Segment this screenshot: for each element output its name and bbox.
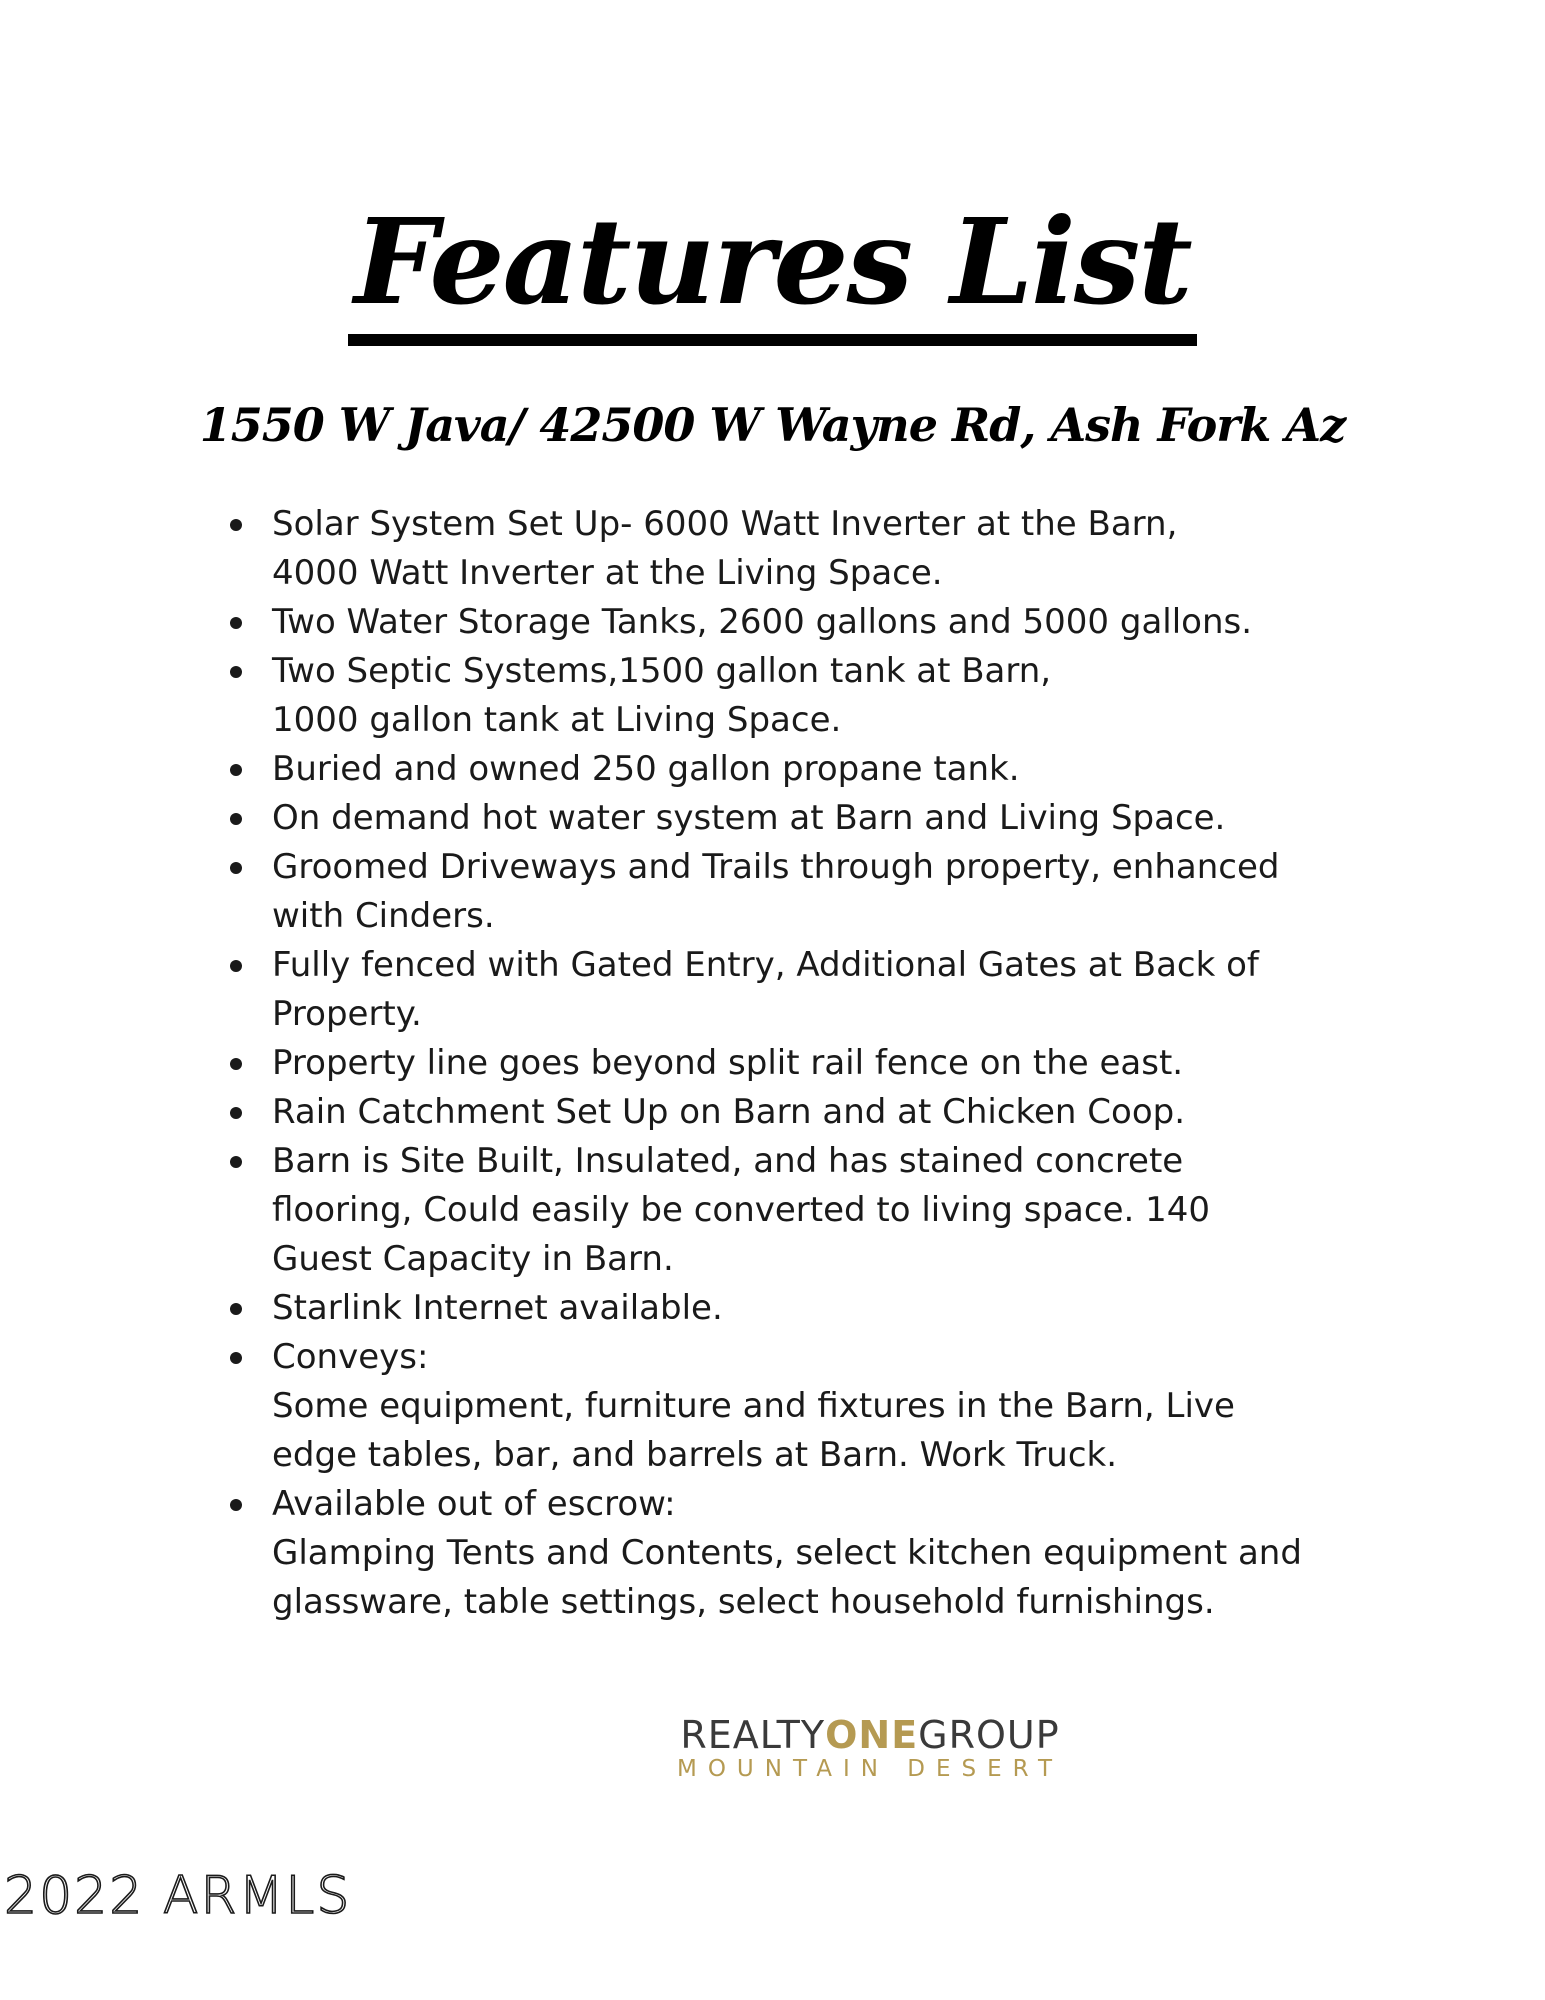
feature-item bbox=[230, 1284, 1370, 1333]
feature-text-line: Solar System Set Up- 6000 Watt Inverter at the Barn, bbox=[272, 504, 1178, 544]
feature-text-line: 4000 Watt Inverter at the Living Space. bbox=[272, 553, 943, 593]
feature-item bbox=[230, 843, 1370, 941]
bullet-icon bbox=[230, 519, 242, 531]
feature-text-line: Barn is Site Built, Insulated, and has stained concrete bbox=[272, 1141, 1184, 1181]
feature-text-line: Two Water Storage Tanks, 2600 gallons and 5000 gallons. bbox=[272, 602, 1253, 642]
feature-text-line: Buried and owned 250 gallon propane tank. bbox=[272, 749, 1020, 789]
bullet-icon bbox=[230, 1303, 242, 1315]
feature-item bbox=[230, 1039, 1370, 1088]
feature-item bbox=[230, 647, 1370, 745]
feature-item bbox=[230, 1480, 1370, 1627]
bullet-icon bbox=[230, 1107, 242, 1119]
bullet-icon bbox=[230, 1156, 242, 1168]
feature-item bbox=[230, 1137, 1370, 1284]
page-title: Features List bbox=[348, 200, 1197, 346]
feature-text-line: Property line goes beyond split rail fence on the east. bbox=[272, 1043, 1184, 1083]
feature-item bbox=[230, 794, 1370, 843]
feature-text-line: edge tables, bar, and barrels at Barn. Work Truck. bbox=[272, 1435, 1118, 1475]
feature-text-line: Conveys: bbox=[272, 1337, 429, 1377]
logo-word-one: ONE bbox=[825, 1713, 919, 1757]
feature-text-line: On demand hot water system at Barn and Living Space. bbox=[272, 798, 1226, 838]
feature-text-line: Starlink Internet available. bbox=[272, 1288, 723, 1328]
feature-text-line: Some equipment, furniture and fixtures in the Barn, Live bbox=[272, 1386, 1235, 1426]
feature-text-line: 1000 gallon tank at Living Space. bbox=[272, 700, 842, 740]
feature-text-line: Property. bbox=[272, 994, 422, 1034]
bullet-icon bbox=[230, 960, 242, 972]
bullet-icon bbox=[230, 813, 242, 825]
copyright-watermark: 2022 ARMLS bbox=[4, 1866, 352, 1926]
title-wrapper bbox=[0, 192, 1545, 346]
feature-item bbox=[230, 1088, 1370, 1137]
feature-text-line: Fully fenced with Gated Entry, Additional Gates at Back of bbox=[272, 945, 1259, 985]
bullet-icon bbox=[230, 1352, 242, 1364]
feature-text-line: Rain Catchment Set Up on Barn and at Chicken Coop. bbox=[272, 1092, 1186, 1132]
feature-item bbox=[230, 598, 1370, 647]
bullet-icon bbox=[230, 764, 242, 776]
bullet-icon bbox=[230, 862, 242, 874]
logo-word-group: GROUP bbox=[918, 1713, 1060, 1757]
feature-text-line: glassware, table settings, select household furnishings. bbox=[272, 1582, 1215, 1622]
realty-one-group-logo bbox=[620, 1715, 1120, 1782]
logo-tagline: MOUNTAIN DESERT bbox=[676, 1755, 1063, 1782]
bullet-icon bbox=[230, 617, 242, 629]
feature-text-line: Guest Capacity in Barn. bbox=[272, 1239, 674, 1279]
feature-item bbox=[230, 745, 1370, 794]
features-list bbox=[230, 500, 1370, 1627]
feature-text-line: Glamping Tents and Contents, select kitchen equipment and bbox=[272, 1533, 1302, 1573]
feature-item bbox=[230, 941, 1370, 1039]
feature-text-line: Available out of escrow: bbox=[272, 1484, 676, 1524]
feature-item bbox=[230, 500, 1370, 598]
bullet-icon bbox=[230, 1058, 242, 1070]
property-address: 1550 W Java/ 42500 W Wayne Rd, Ash Fork Az bbox=[199, 398, 1346, 452]
feature-text-line: flooring, Could easily be converted to living space. 140 bbox=[272, 1190, 1211, 1230]
feature-text-line: with Cinders. bbox=[272, 896, 495, 936]
bullet-icon bbox=[230, 1499, 242, 1511]
logo-word-realty: REALTY bbox=[680, 1713, 826, 1757]
feature-text-line: Two Septic Systems,1500 gallon tank at Barn, bbox=[272, 651, 1052, 691]
feature-text-line: Groomed Driveways and Trails through property, enhanced bbox=[272, 847, 1280, 887]
feature-item bbox=[230, 1333, 1370, 1480]
bullet-icon bbox=[230, 666, 242, 678]
logo-wordmark bbox=[620, 1715, 1120, 1757]
